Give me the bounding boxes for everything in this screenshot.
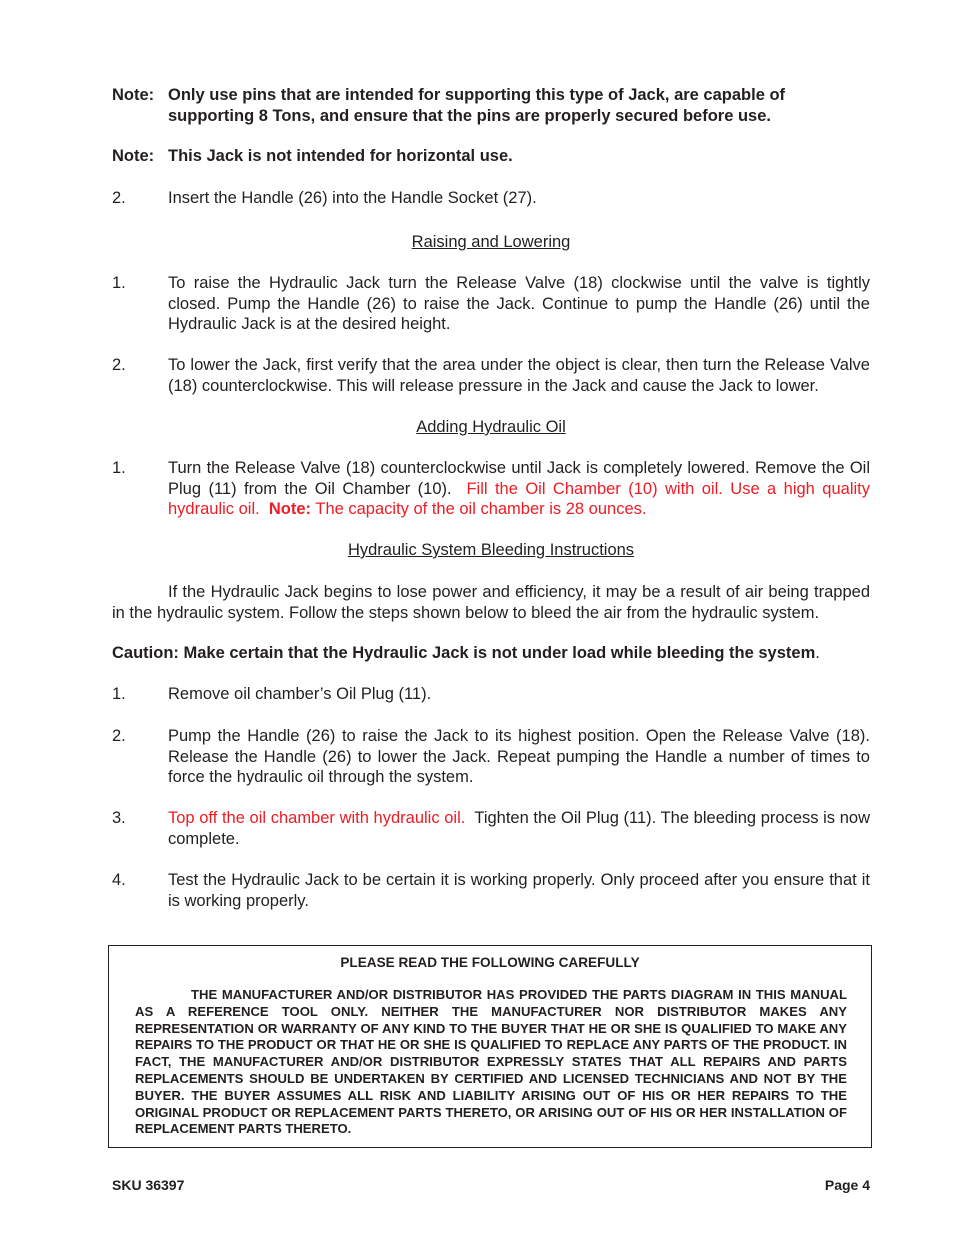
note-pins-text: Only use pins that are intended for supporting this type of Jack, are capable of supporting 8 Tons, and ensure that the pins are properly secured before use. [168, 86, 786, 125]
step-number: 2. [112, 727, 126, 745]
bleeding-heading: Hydraulic System Bleeding Instructions [347, 541, 635, 559]
insert-handle-step: Insert the Handle (26) into the Handle Socket (27). [168, 189, 537, 207]
step-number: 2. [112, 189, 126, 207]
lower-jack-step: To lower the Jack, first verify that the area under the object is clear, then turn the Release Valve (18) counterclockwise. This will release pressure in the Jack and cause the Jack to lower. [168, 356, 870, 395]
caution-period: . [815, 644, 820, 662]
step-number: 1. [112, 459, 126, 477]
page-number: Page 4 [824, 1177, 870, 1193]
add-oil-step [168, 458, 870, 520]
oil-note-label: Note: [268, 500, 312, 519]
disclaimer-box [108, 945, 872, 1148]
note-horizontal-text: This Jack is not intended for horizontal use. [168, 147, 513, 165]
remove-plug-step: Remove oil chamber’s Oil Plug (11). [168, 685, 432, 703]
step-number: 1. [112, 685, 126, 703]
step-number: 4. [112, 871, 126, 889]
raising-lowering-heading: Raising and Lowering [411, 233, 571, 251]
oil-capacity-note: The capacity of the oil chamber is 28 ounces. [315, 500, 647, 519]
sku-label: SKU 36397 [112, 1177, 185, 1193]
step-number: 3. [112, 809, 126, 827]
caution-text: Caution: Make certain that the Hydraulic Jack is not under load while bleeding the system [112, 644, 816, 662]
step-number: 2. [112, 356, 126, 374]
note-label: Note: [112, 86, 155, 104]
pump-handle-step: Pump the Handle (26) to raise the Jack to its highest position. Open the Release Valve (18). Release the Handle (26) to lower the Jack. Repeat pumping the Handle a number of times to force the hydraulic oil through the system. [168, 727, 870, 787]
test-jack-step: Test the Hydraulic Jack to be certain it is working properly. Only proceed after you ensure that it is working properly. [168, 871, 870, 910]
disclaimer-body: THE MANUFACTURER AND/OR DISTRIBUTOR HAS PROVIDED THE PARTS DIAGRAM IN THIS MANUAL AS A REFERENCE TOOL ONLY. NEITHER THE MANUFACTURER NOR DISTRIBUTOR MAKES ANY REPRESENTATION OR WARRANTY OF ANY KIND TO THE BUYER THAT HE OR SHE IS QUALIFIED TO MAKE ANY REPAIRS TO THE PRODUCT OR THAT HE OR SHE IS QUALIFIED TO REPLACE ANY PARTS OF THE PRODUCT. IN FACT, THE MANUFACTURER AND/OR DISTRIBUTOR EXPRESSLY STATES THAT ALL REPAIRS AND PARTS REPLACEMENTS SHOULD BE UNDERTAKEN BY CERTIFIED AND LICENSED TECHNICIANS AND NOT BY THE BUYER. THE BUYER ASSUMES ALL RISK AND LIABILITY ARISING OUT OF HIS OR HER REPAIRS TO THE ORIGINAL PRODUCT OR REPLACEMENT PARTS THERETO, OR ARISING OUT OF HIS OR HER INSTALLATION OF REPLACEMENT PARTS THERETO. [135, 987, 847, 1137]
adding-oil-heading: Adding Hydraulic Oil [416, 418, 566, 436]
top-off-step [168, 808, 870, 849]
note-label: Note: [112, 147, 155, 165]
bleeding-caution [112, 643, 870, 664]
bleeding-intro: If the Hydraulic Jack begins to lose power and efficiency, it may be a result of air being trapped in the hydraulic system. Follow the steps shown below to bleed the air from the hydraulic system. [112, 583, 870, 622]
step-number: 1. [112, 274, 126, 292]
add-oil-instructions: Turn the Release Valve (18) counterclockwise until Jack is completely lowered. Remove the Oil Plug (11) from the Oil Chamber (10). [168, 459, 870, 498]
raise-jack-step: To raise the Hydraulic Jack turn the Release Valve (18) clockwise until the valve is tightly closed. Pump the Handle (26) to raise the Jack. Continue to pump the Handle (26) until the Hydraulic Jack is at the desired height. [168, 274, 870, 334]
tighten-plug-text: Tighten the Oil Plug (11). The bleeding process is now complete. [168, 809, 870, 848]
disclaimer-title: PLEASE READ THE FOLLOWING CAREFULLY [340, 955, 640, 970]
fill-oil-warning: Fill the Oil Chamber (10) with oil. Use a high quality hydraulic oil. [168, 479, 870, 519]
top-off-warning: Top off the oil chamber with hydraulic oil. [168, 809, 466, 827]
